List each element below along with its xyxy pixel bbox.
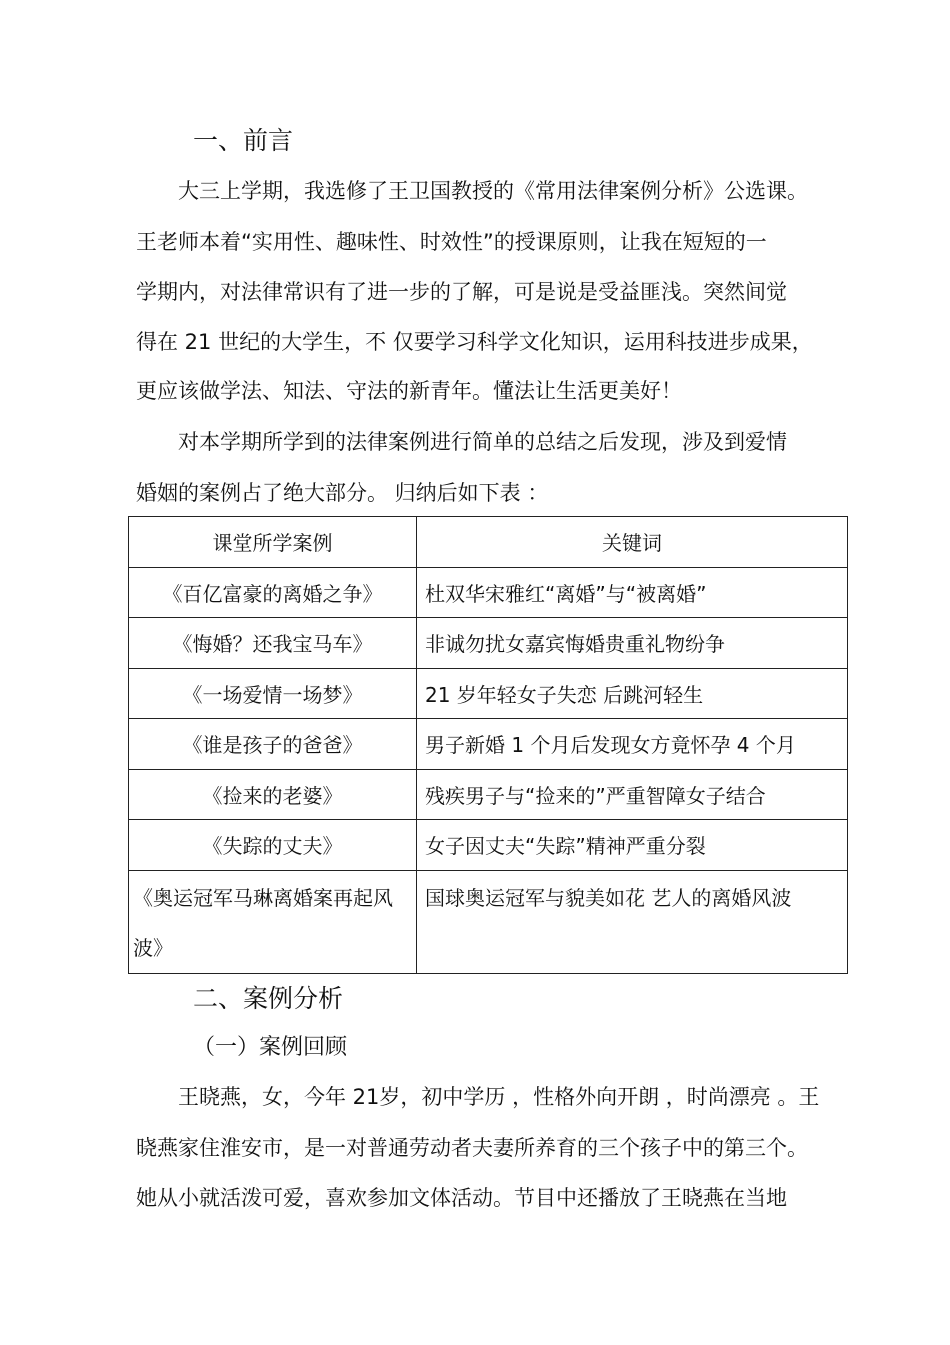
table-cell-keyword: 国球奥运冠军与貌美如花 艺人的离婚风波 xyxy=(417,870,848,973)
paragraph-line: 婚姻的案例占了绝大部分。 归纳后如下表 ： xyxy=(136,481,549,505)
table-cell-keyword: 21 岁年轻女子失恋 后跳河轻生 xyxy=(417,668,848,719)
table-header-row xyxy=(129,517,848,568)
table-row xyxy=(129,618,848,669)
table-cell-keyword: 残疾男子与“捡来的”严重智障女子结合 xyxy=(417,769,848,820)
paragraph-line: 对本学期所学到的法律案例进行简单的总结之后发现，涉及到爱情 xyxy=(178,430,787,454)
table-cell-case: 《谁是孩子的爸爸》 xyxy=(129,719,417,770)
subsection-heading-case-review: （一）案例回顾 xyxy=(193,1035,348,1060)
paragraph-line: 学期内，对法律常识有了进一步的了解，可是说是受益匪浅。突然间觉 xyxy=(136,280,787,304)
table-cell-case: 《百亿富豪的离婚之争》 xyxy=(129,567,417,618)
table-cell-keyword: 非诚勿扰女嘉宾悔婚贵重礼物纷争 xyxy=(417,618,848,669)
table-cell-case: 《悔婚？还我宝马车》 xyxy=(129,618,417,669)
table-header-keyword: 关键词 xyxy=(417,517,848,568)
table-row xyxy=(129,870,848,973)
paragraph-line: 晓燕家住淮安市，是一对普通劳动者夫妻所养育的三个孩子中的第三个。 xyxy=(136,1136,808,1160)
table-row xyxy=(129,567,848,618)
section-heading-case-analysis: 二、案例分析 xyxy=(193,984,344,1013)
table-cell-keyword: 女子因丈夫“失踪”精神严重分裂 xyxy=(417,820,848,871)
section-heading-preface: 一、前言 xyxy=(193,126,294,155)
paragraph-line: 她从小就活泼可爱，喜欢参加文体活动。节目中还播放了王晓燕在当地 xyxy=(136,1186,787,1210)
table-row xyxy=(129,820,848,871)
case-summary-table xyxy=(128,516,848,974)
table-cell-case: 《捡来的老婆》 xyxy=(129,769,417,820)
paragraph-line: 王晓燕，女，今年 21岁，初中学历 ，性格外向开朗 ，时尚漂亮 。王 xyxy=(178,1085,820,1109)
table-row xyxy=(129,719,848,770)
table-cell-keyword: 男子新婚 1 个月后发现女方竟怀孕 4 个月 xyxy=(417,719,848,770)
paragraph-line: 大三上学期，我选修了王卫国教授的《常用法律案例分析》公选课。 xyxy=(178,179,808,203)
table-cell-case: 《失踪的丈夫》 xyxy=(129,820,417,871)
paragraph-line: 更应该做学法、知法、守法的新青年。懂法让生活更美好！ xyxy=(136,379,682,403)
paragraph-line: 得在 21 世纪的大学生，不 仅要学习科学文化知识，运用科技进步成果， xyxy=(136,330,813,354)
table-cell-keyword: 杜双华宋雅红“离婚”与“被离婚” xyxy=(417,567,848,618)
table-row xyxy=(129,668,848,719)
table-cell-case: 《奥运冠军马琳离婚案再起风波》 xyxy=(129,870,417,973)
table-row xyxy=(129,769,848,820)
paragraph-line: 王老师本着“实用性、趣味性、时效性”的授课原则，让我在短短的一 xyxy=(136,230,767,254)
table-cell-case: 《一场爱情一场梦》 xyxy=(129,668,417,719)
table-header-case: 课堂所学案例 xyxy=(129,517,417,568)
